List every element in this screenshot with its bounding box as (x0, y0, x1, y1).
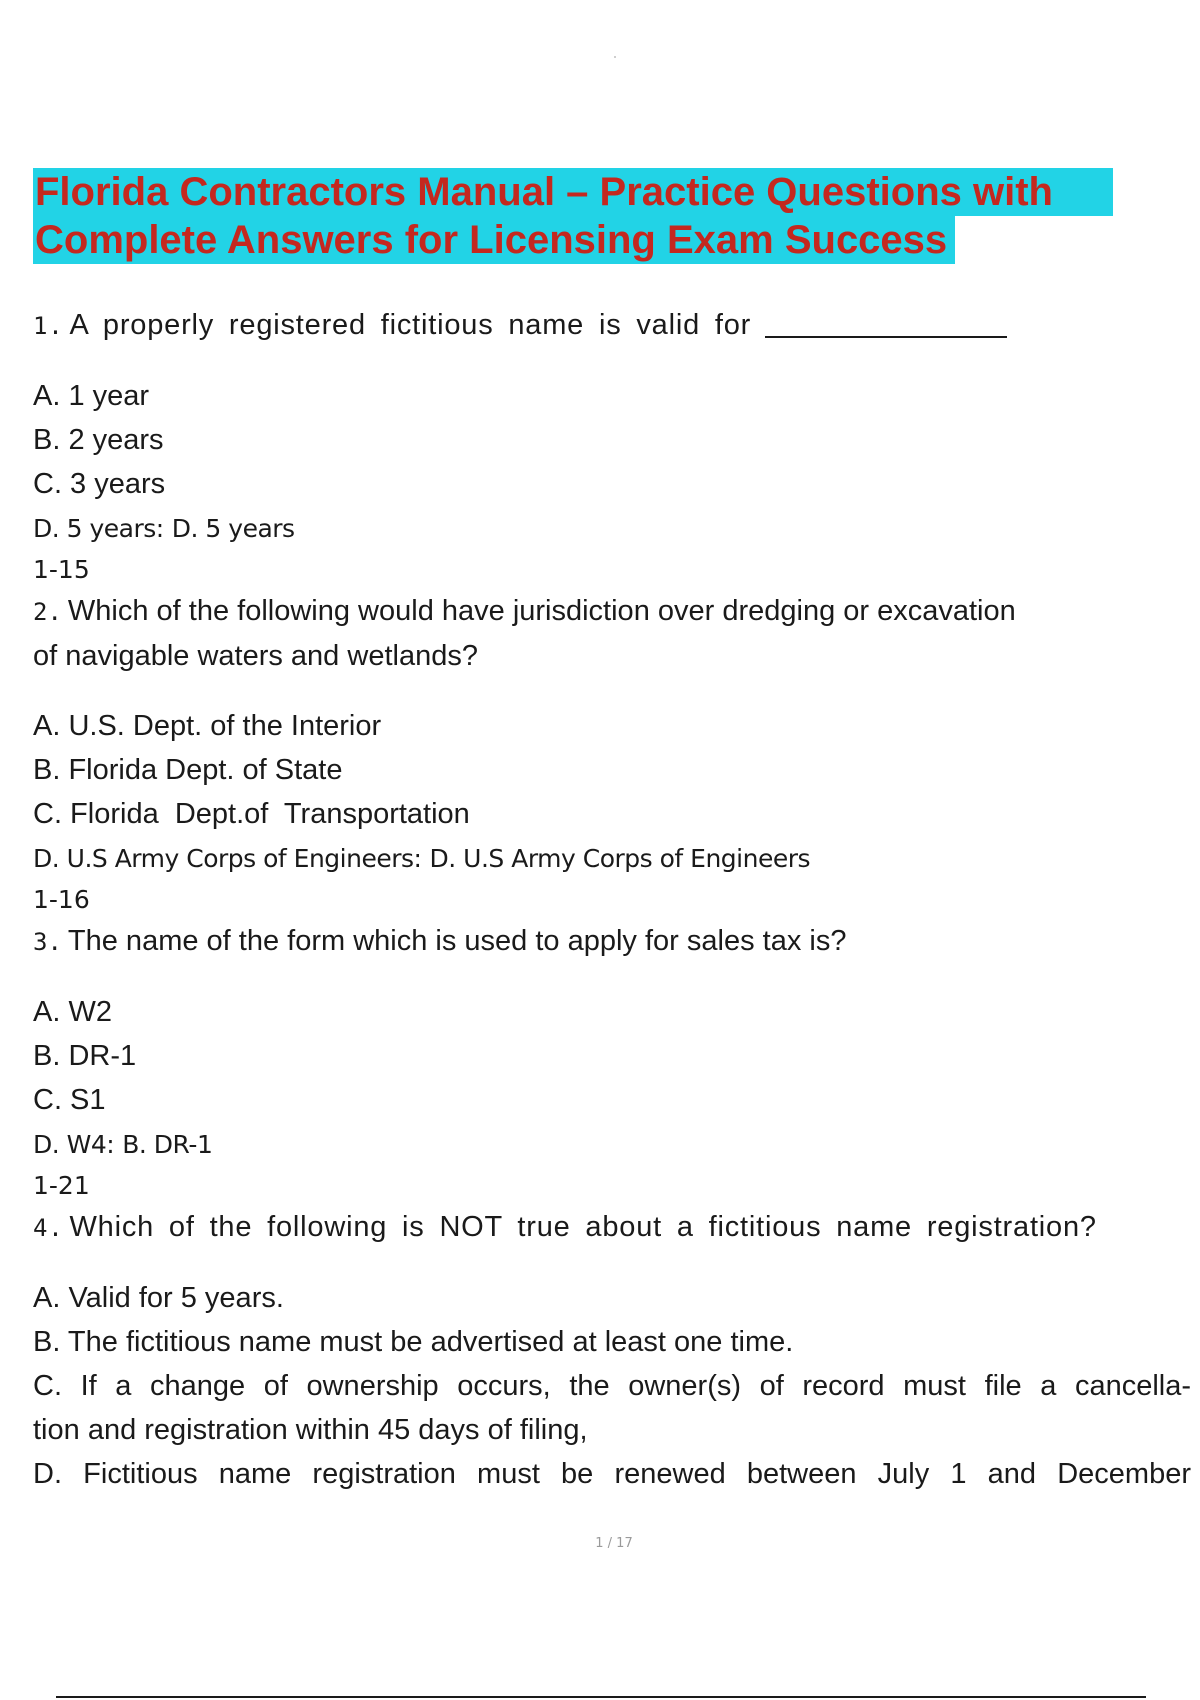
option-b: B. The fictitious name must be advertised at least one time. (33, 1326, 794, 1358)
option-a: A. Valid for 5 years. (33, 1282, 284, 1314)
option-b: B. DR-1 (33, 1040, 137, 1072)
question-2-line-2: of navigable waters and wetlands? (33, 640, 478, 672)
option-d: D. W4: (33, 1130, 115, 1159)
answer-text: D. U.S Army Corps of Engineers (429, 844, 811, 873)
question-2 (33, 589, 1193, 634)
question-3 (33, 919, 1193, 964)
option-a: A. U.S. Dept. of the Interior (33, 710, 382, 742)
reference-number: 1-16 (33, 885, 90, 914)
answer-text: D. 5 years (171, 514, 295, 543)
reference-number: 1-21 (33, 1171, 90, 1200)
option-c: C. S1 (33, 1084, 106, 1116)
option-b: B. Florida Dept. of State (33, 754, 343, 786)
option-d: D. U.S Army Corps of Engineers: (33, 844, 422, 873)
question-number: 1. (33, 312, 64, 340)
title-line-2: Complete Answers for Licensing Exam Success (33, 216, 955, 264)
question-text-line-1: Which of the following would have jurisdiction over dredging or excavation (67, 595, 1016, 627)
question-list (33, 303, 1193, 1496)
option-d: D. 5 years: (33, 514, 164, 543)
option-c-continued: tion and registration within 45 days of filing, (33, 1414, 588, 1446)
option-d-with-answer (33, 836, 1193, 881)
option-d-with-answer (33, 1122, 1193, 1167)
option-c: C. Florida Dept.of Transportation (33, 798, 470, 830)
page-number: 1 / 17 (595, 1536, 633, 1551)
question-number: 4. (33, 1214, 64, 1242)
reference-number: 1-15 (33, 555, 90, 584)
question-number: 3. (33, 928, 62, 956)
document-title (33, 168, 1133, 264)
question-text: The name of the form which is used to apply for sales tax is? (67, 925, 847, 957)
title-line-1: Florida Contractors Manual – Practice Questions with (33, 168, 1113, 216)
bottom-rule (56, 1696, 1146, 1698)
option-c: C. If a change of ownership occurs, the owner(s) of record must file a cancella- (33, 1370, 1191, 1402)
option-a: A. W2 (33, 996, 112, 1028)
question-number: 2. (33, 598, 62, 626)
option-c: C. 3 years (33, 468, 166, 500)
scan-mark (614, 56, 616, 58)
question-4 (33, 1205, 1193, 1250)
answer-blank (765, 336, 1007, 338)
option-d: D. Fictitious name registration must be renewed between July 1 and December (33, 1458, 1191, 1490)
answer-text: B. DR-1 (122, 1130, 213, 1159)
question-text: Which of the following is NOT true about a fictitious name registration? (69, 1211, 1097, 1243)
option-a: A. 1 year (33, 380, 150, 412)
option-b: B. 2 years (33, 424, 164, 456)
question-text: A properly registered fictitious name is valid for (69, 309, 752, 341)
question-1 (33, 303, 1193, 348)
option-d-with-answer (33, 506, 1193, 551)
